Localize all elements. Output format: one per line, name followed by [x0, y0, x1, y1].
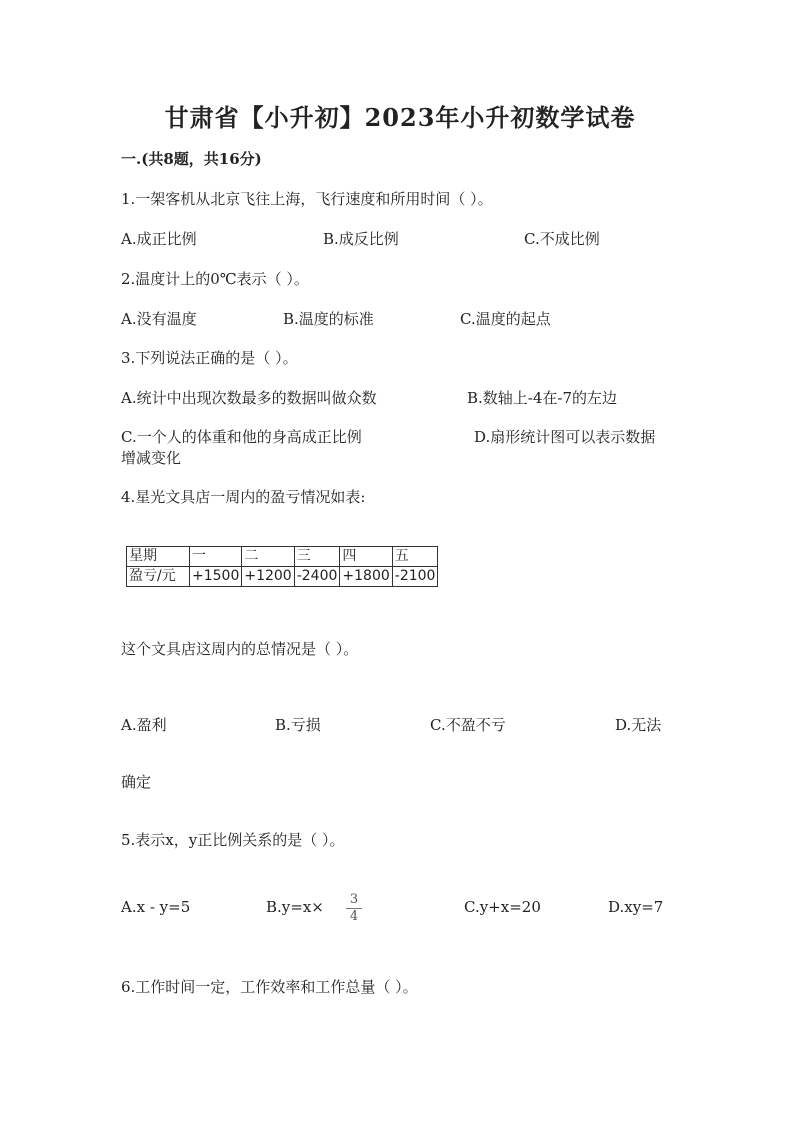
q4-question: 这个文具店这周内的总情况是（ ）。	[121, 640, 359, 658]
section-heading: 一.(共8题，共16分)	[121, 150, 262, 168]
table-cell: +1500	[190, 567, 242, 587]
q2-option-c[interactable]: C.温度的起点	[460, 310, 551, 328]
q3-option-c[interactable]: C.一个人的体重和他的身高成正比例	[121, 428, 362, 446]
table-header-cell: 四	[340, 547, 392, 567]
q1-stem: 1.一架客机从北京飞往上海，飞行速度和所用时间（ ）。	[121, 190, 493, 208]
q3-option-d[interactable]: D.扇形统计图可以表示数据	[474, 428, 656, 446]
fraction-numerator: 3	[349, 892, 359, 907]
table-cell: 盈亏/元	[127, 567, 190, 587]
q4-option-d-continued: 确定	[121, 773, 152, 791]
table-cell: -2100	[392, 567, 438, 587]
q3-option-a[interactable]: A.统计中出现次数最多的数据叫做众数	[121, 389, 377, 407]
table-header-cell: 三	[294, 547, 340, 567]
q3-stem: 3.下列说法正确的是（ ）。	[121, 349, 298, 367]
table-row	[127, 567, 438, 587]
q2-stem: 2.温度计上的0℃表示（ ）。	[121, 270, 309, 288]
q2-option-a[interactable]: A.没有温度	[121, 310, 197, 328]
table-header-cell: 一	[190, 547, 242, 567]
q4-option-b[interactable]: B.亏损	[275, 716, 321, 734]
q5-stem: 5.表示x，y正比例关系的是（ ）。	[121, 831, 345, 849]
q4-option-d[interactable]: D.无法	[615, 716, 662, 734]
table-header-cell: 星期	[127, 547, 190, 567]
table-cell: +1200	[242, 567, 294, 587]
q1-option-b[interactable]: B.成反比例	[323, 230, 399, 248]
fraction-denominator: 4	[349, 909, 359, 924]
q4-option-c[interactable]: C.不盈不亏	[430, 716, 506, 734]
q6-stem: 6.工作时间一定，工作效率和工作总量（ ）。	[121, 978, 418, 996]
table-cell: -2400	[294, 567, 340, 587]
table-cell: +1800	[340, 567, 392, 587]
table-header-cell: 二	[242, 547, 294, 567]
page-title: 甘肃省【小升初】2023年小升初数学试卷	[164, 103, 636, 132]
q5-option-b[interactable]: B.y=x×	[266, 898, 324, 916]
q5-option-a[interactable]: A.x - y=5	[121, 898, 191, 916]
q3-option-b[interactable]: B.数轴上-4在-7的左边	[467, 389, 618, 407]
q5-option-d[interactable]: D.xy=7	[608, 898, 664, 916]
table-header-row	[127, 547, 438, 567]
q4-stem: 4.星光文具店一周内的盈亏情况如表:	[121, 488, 366, 506]
q1-option-c[interactable]: C.不成比例	[524, 230, 600, 248]
profit-table	[126, 546, 438, 587]
q3-option-d-continued: 增减变化	[121, 449, 182, 467]
table-header-cell: 五	[392, 547, 438, 567]
q4-option-a[interactable]: A.盈利	[121, 716, 167, 734]
q1-option-a[interactable]: A.成正比例	[121, 230, 197, 248]
q5-option-c[interactable]: C.y+x=20	[464, 898, 541, 916]
q5-option-b-fraction	[346, 893, 362, 924]
q2-option-b[interactable]: B.温度的标准	[283, 310, 374, 328]
